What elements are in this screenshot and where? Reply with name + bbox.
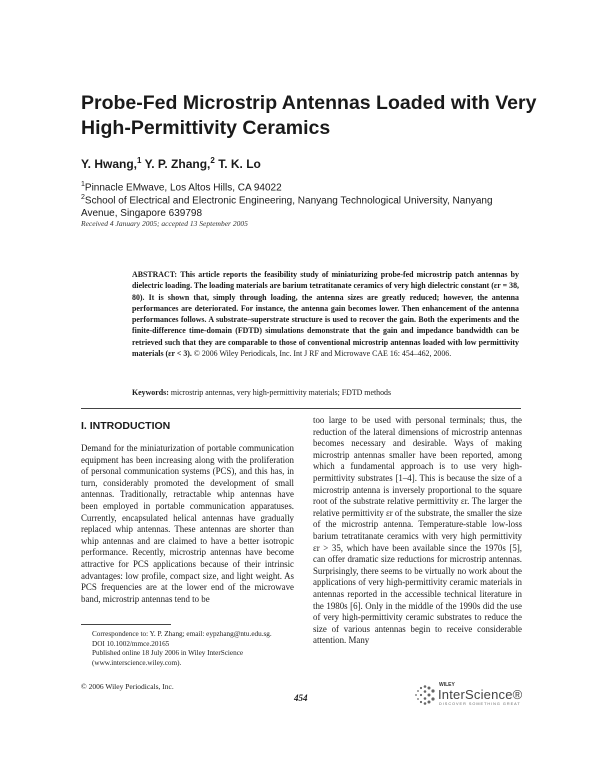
keywords	[132, 388, 522, 397]
abstract-citation: © 2006 Wiley Periodicals, Inc. Int J RF and Microwave CAE 16: 454–462, 2006.	[193, 349, 452, 359]
page-number: 454	[294, 693, 308, 703]
author-affil-marker: 1	[137, 156, 142, 165]
article-title: Probe-Fed Microstrip Antennas Loaded with Very High-Permittivity Ceramics	[81, 92, 537, 139]
footnote-doi: DOI 10.1002/mmce.20165	[92, 639, 170, 648]
body-column-left	[81, 443, 294, 605]
logo-wiley-text: WILEY	[439, 682, 455, 688]
footnote-correspondence: Correspondence to: Y. P. Zhang; email: eypzhang@ntu.edu.sg.	[92, 630, 272, 638]
publisher-logo	[412, 682, 524, 706]
author-name: T. K. Lo	[218, 157, 261, 171]
keywords-label: Keywords:	[132, 388, 169, 397]
affiliation	[81, 191, 521, 220]
footnote	[92, 630, 292, 668]
author-name: Y. Hwang,	[81, 157, 138, 171]
section-heading: I. INTRODUCTION	[81, 420, 171, 432]
affiliation-text: Pinnacle EMwave, Los Altos Hills, CA 94022	[84, 182, 282, 194]
globe-icon	[412, 684, 436, 706]
abstract-label: ABSTRACT:	[132, 270, 178, 279]
body-column-right	[313, 415, 522, 647]
footnote-published: Published online 18 July 2006 in Wiley InterScience (www.interscience.wiley.com).	[92, 649, 244, 667]
keywords-text: microstrip antennas, very high-permittivity materials; FDTD methods	[170, 388, 392, 397]
footnote-divider	[81, 624, 171, 625]
affiliation-marker: 2	[81, 194, 85, 201]
logo-interscience-text: InterScience®	[438, 687, 523, 702]
affiliation-marker: 1	[81, 181, 85, 188]
author-name: Y. P. Zhang,	[144, 157, 211, 171]
copyright-notice: © 2006 Wiley Periodicals, Inc.	[81, 682, 174, 691]
author-list	[81, 156, 261, 171]
logo-tagline: DISCOVER SOMETHING GREAT	[439, 702, 521, 706]
author-affil-marker: 2	[210, 156, 215, 165]
body-paragraph: Demand for the miniaturization of portable communication equipment has been increasing along with the proliferation of personal communication systems (PCS), and this has, in turn, considerably promoted the development of small antennas. Traditionally, retractable whip antennas have been employed in portable communication apparatuses. Currently, encapsulated helical antennas have gradually replaced whip antennas. These antennas are shorter than whip antennas and are claimed to have a better isotropic performance. Recently, microstrip antennas have become attractive for PCS applications because of their intrinsic advantages: low profile, compact size, and light weight. As PCS frequencies are at the lower end of the microwave band, microstrip antennas tend to be	[81, 443, 294, 604]
affiliation-text: School of Electrical and Electronic Engineering, Nanyang Technological University, Nanyang Avenue, Singapore 639798	[81, 195, 493, 220]
body-paragraph: too large to be used with personal terminals; thus, the reduction of the lateral dimensions of microstrip antennas becomes necessary and desirable. Ways of making microstrip antennas smaller have been reported, among which a fundamental approach is to use very high-permittivity substrates [1–4]. This is because the size of a microstrip antenna is inversely proportional to the square root of the substrate relative permittivity εr. The larger the relative permittivity εr of the substrate, the smaller the size of the microstrip antenna. Temperature-stable low-loss barium tetratitanate ceramics with very high permittivity εr > 35, which have been available since the 1970s [5], can offer dramatic size reductions for microstrip antennas. Surprisingly, there seems to be virtually no work about the applications of very high-permittivity ceramic materials in antennas reported in the accessible technical literature in the 1980s [6]. Only in the middle of the 1990s did the use of very high-permittivity ceramic substrates to reduce the size of various antennas begin to receive considerable attention. Many	[313, 415, 522, 646]
abstract-text: This article reports the feasibility study of miniaturizing probe-fed microstrip patch antennas by dielectric loading. The loading materials are barium tetratitanate ceramics of very high dielectric constant (εr = 38, 80). It is shown that, simply through loading, the antenna sizes are greatly reduced; however, the antenna performances are deteriorated. For instance, the antenna gain becomes lower. Then enhancement of the antenna performances follows. A substrate–superstrate structure is used to recover the gain. Both the experiments and the finite-difference time-domain (FDTD) simulations demonstrate that the gain and impedance bandwidth can be retrieved such that they are comparable to those of conventional microstrip antennas loaded with low permittivity materials (εr < 3).	[132, 270, 520, 359]
abstract	[132, 269, 519, 359]
received-dates: Received 4 January 2005; accepted 13 September 2005	[81, 219, 248, 228]
section-divider	[81, 408, 521, 409]
